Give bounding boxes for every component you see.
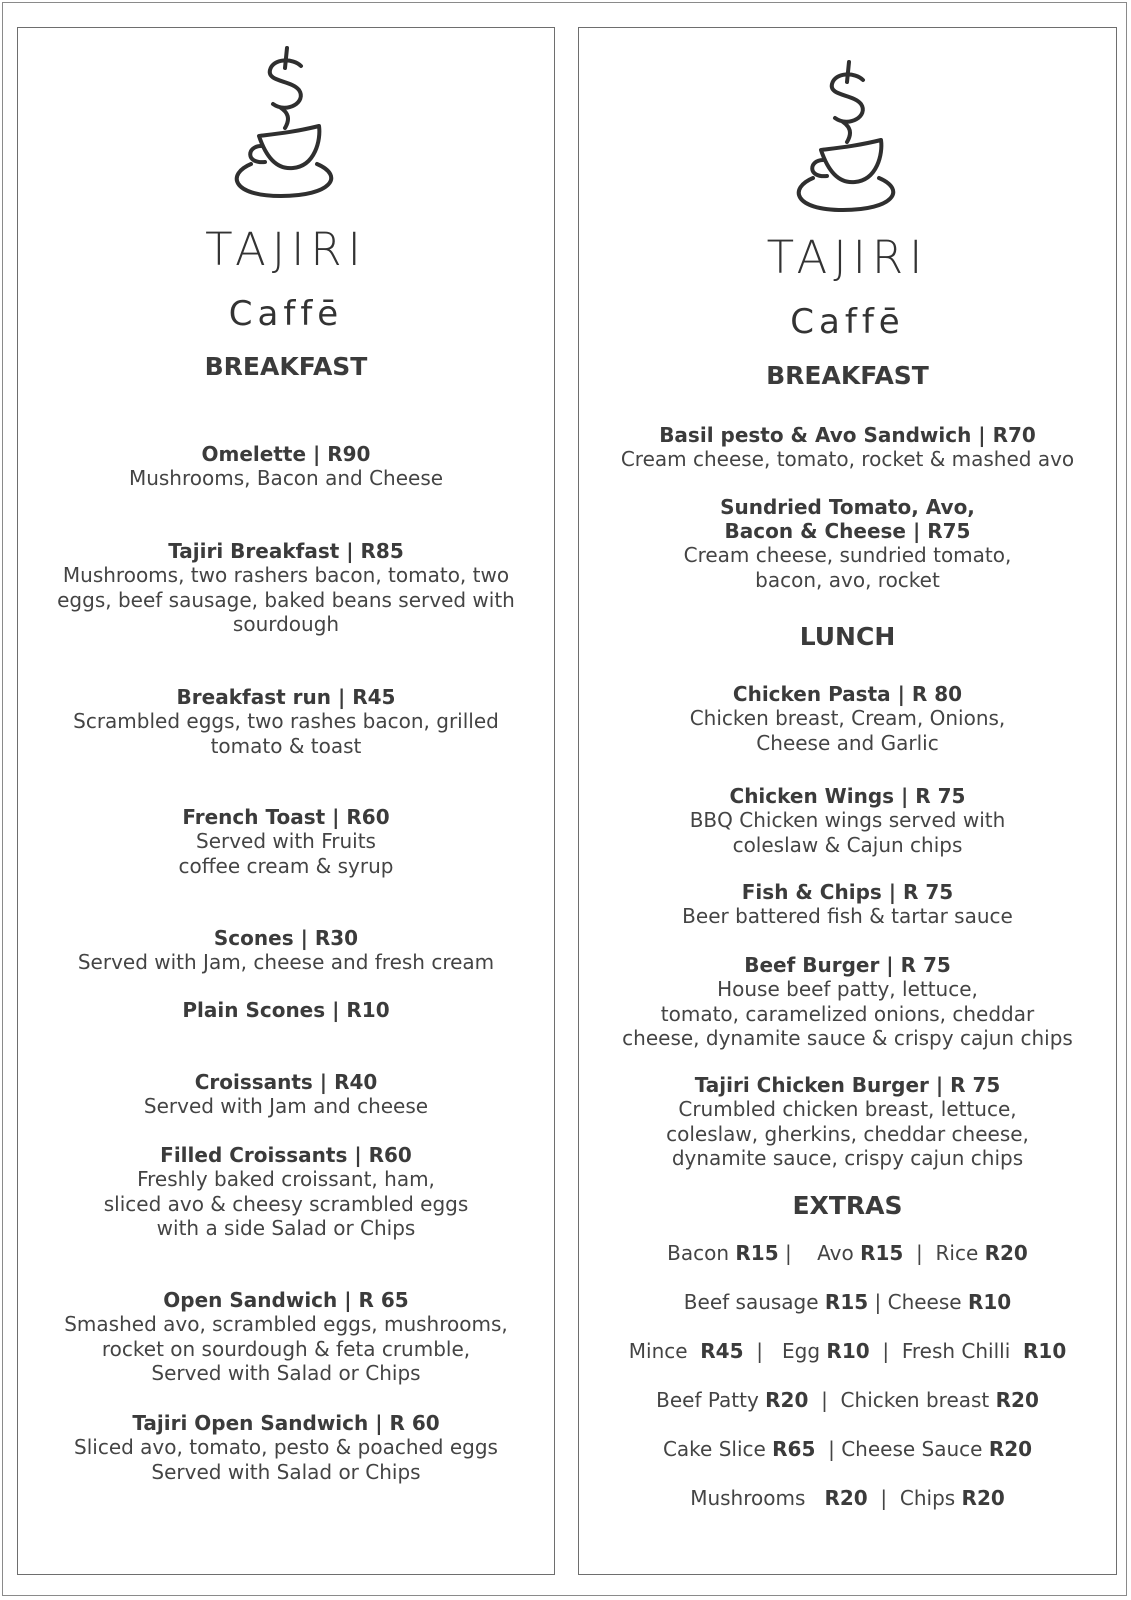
item-description: BBQ Chicken wings served with coleslaw & Cajun chips xyxy=(689,808,1006,857)
item-description: Cream cheese, tomato, rocket & mashed avo xyxy=(620,447,1075,471)
item-title: Tajiri Open Sandwich | R 60 xyxy=(132,1411,440,1435)
item-title: Basil pesto & Avo Sandwich | R70 xyxy=(659,423,1036,447)
item-title: Scones | R30 xyxy=(213,926,359,950)
item-description: Cream cheese, sundried tomato, bacon, avo, rocket xyxy=(683,543,1012,592)
cafe-logo xyxy=(579,60,1116,220)
item-description: Served with Jam and cheese xyxy=(143,1094,429,1118)
extra-price: R15 xyxy=(735,1241,779,1265)
extra-item: Beef sausage xyxy=(683,1290,825,1314)
item-description: Served with Fruits coffee cream & syrup xyxy=(178,829,394,878)
extra-item: | Avo xyxy=(778,1241,861,1265)
left-menu-panel xyxy=(17,27,555,1575)
brand-name: TAJIRI xyxy=(766,231,929,284)
item-title: Croissants | R40 xyxy=(194,1070,378,1094)
menu-item xyxy=(579,495,1116,592)
extra-item: | Rice xyxy=(903,1241,985,1265)
menu-item xyxy=(579,682,1116,755)
item-description: Mushrooms, Bacon and Cheese xyxy=(128,466,444,490)
brand-subtitle: Caffē xyxy=(228,294,344,334)
item-title: Plain Scones | R10 xyxy=(182,998,390,1022)
item-description: Freshly baked croissant, ham, sliced avo & cheesy scrambled eggs with a side Salad or Chips xyxy=(103,1167,469,1240)
extra-price: R15 xyxy=(824,1290,869,1314)
brand-block xyxy=(18,223,554,334)
menu-item xyxy=(18,998,554,1022)
item-title: Open Sandwich | R 65 xyxy=(163,1288,409,1312)
item-title: Beef Burger | R 75 xyxy=(744,953,951,977)
cafe-logo xyxy=(18,46,554,206)
extras-line xyxy=(579,1241,1116,1265)
extra-price: R10 xyxy=(967,1290,1012,1314)
extras-line xyxy=(579,1486,1116,1510)
extra-price: R10 xyxy=(826,1339,870,1363)
extra-price: R65 xyxy=(772,1437,816,1461)
item-title: Sundried Tomato, Avo, Bacon & Cheese | R75 xyxy=(720,495,975,543)
menu-item xyxy=(18,1288,554,1386)
extra-price: R20 xyxy=(995,1388,1039,1412)
menu-item xyxy=(18,1411,554,1484)
item-title: Chicken Pasta | R 80 xyxy=(732,682,963,706)
item-title: Breakfast run | R45 xyxy=(176,685,396,709)
item-description: Beer battered fish & tartar sauce xyxy=(682,904,1013,928)
extra-price: R15 xyxy=(860,1241,904,1265)
item-description: Crumbled chicken breast, lettuce, coleslaw, gherkins, cheddar cheese, dynamite sauce, crispy cajun chips xyxy=(666,1097,1029,1170)
extra-item: Mushrooms xyxy=(690,1486,825,1510)
extra-price: R20 xyxy=(988,1437,1033,1461)
extra-item: Mince xyxy=(628,1339,701,1363)
item-description: Mushrooms, two rashers bacon, tomato, two eggs, beef sausage, baked beans served with sourdough xyxy=(57,563,515,636)
menu-item xyxy=(579,953,1116,1051)
item-title: Fish & Chips | R 75 xyxy=(741,880,954,904)
item-description: Chicken breast, Cream, Onions, Cheese and Garlic xyxy=(689,706,1006,755)
section-title-extras: EXTRAS xyxy=(792,1191,903,1220)
extra-item: | Chicken breast xyxy=(808,1388,996,1412)
item-title: Tajiri Breakfast | R85 xyxy=(168,539,404,563)
item-description: Served with Jam, cheese and fresh cream xyxy=(77,950,495,974)
extra-price: R20 xyxy=(824,1486,868,1510)
menu-item xyxy=(18,539,554,637)
item-title: Filled Croissants | R60 xyxy=(160,1143,412,1167)
item-description: House beef patty, lettuce, tomato, caramelized onions, cheddar cheese, dynamite sauce & crispy cajun chips xyxy=(622,977,1073,1050)
extra-price: R20 xyxy=(765,1388,809,1412)
section-title-breakfast: BREAKFAST xyxy=(204,352,368,381)
menu-item xyxy=(18,685,554,758)
brand-block xyxy=(579,231,1116,342)
menu-item xyxy=(579,784,1116,857)
section-title-breakfast: BREAKFAST xyxy=(766,361,929,390)
menu-item xyxy=(579,880,1116,929)
brand-name: TAJIRI xyxy=(205,223,367,276)
item-title: Omelette | R90 xyxy=(201,442,371,466)
item-title: Tajiri Chicken Burger | R 75 xyxy=(694,1073,1001,1097)
item-description: Smashed avo, scrambled eggs, mushrooms, rocket on sourdough & feta crumble, Served with Salad or Chips xyxy=(64,1312,508,1385)
extra-item: Bacon xyxy=(667,1241,736,1265)
brand-subtitle: Caffē xyxy=(790,302,905,342)
section-title-lunch: LUNCH xyxy=(799,622,896,651)
menu-item xyxy=(579,1073,1116,1171)
extra-price: R20 xyxy=(984,1241,1028,1265)
item-title: Chicken Wings | R 75 xyxy=(729,784,966,808)
extra-price: R20 xyxy=(961,1486,1005,1510)
menu-item xyxy=(18,1143,554,1241)
extra-item: | Fresh Chilli xyxy=(869,1339,1023,1363)
coffee-cup-dollar-icon xyxy=(221,46,351,206)
item-description: Sliced avo, tomato, pesto & poached eggs Served with Salad or Chips xyxy=(74,1435,498,1484)
menu-item xyxy=(18,1070,554,1119)
coffee-cup-dollar-icon xyxy=(783,60,913,220)
extra-item: Beef Patty xyxy=(656,1388,766,1412)
extras-line xyxy=(579,1437,1116,1461)
menu-item xyxy=(18,442,554,491)
item-title: French Toast | R60 xyxy=(182,805,390,829)
extras-line xyxy=(579,1290,1116,1314)
extra-price: R45 xyxy=(700,1339,744,1363)
menu-item xyxy=(18,926,554,975)
extra-item: | Cheese Sauce xyxy=(815,1437,989,1461)
extras-line xyxy=(579,1339,1116,1363)
extra-item: | Chips xyxy=(867,1486,962,1510)
item-description: Scrambled eggs, two rashes bacon, grilled tomato & toast xyxy=(73,709,499,758)
menu-item xyxy=(18,805,554,878)
extra-price: R10 xyxy=(1023,1339,1067,1363)
right-menu-panel xyxy=(578,27,1117,1575)
menu-item xyxy=(579,423,1116,472)
extra-item: | Cheese xyxy=(868,1290,968,1314)
extras-line xyxy=(579,1388,1116,1412)
extra-item: | Egg xyxy=(743,1339,827,1363)
extra-item: Cake Slice xyxy=(662,1437,773,1461)
